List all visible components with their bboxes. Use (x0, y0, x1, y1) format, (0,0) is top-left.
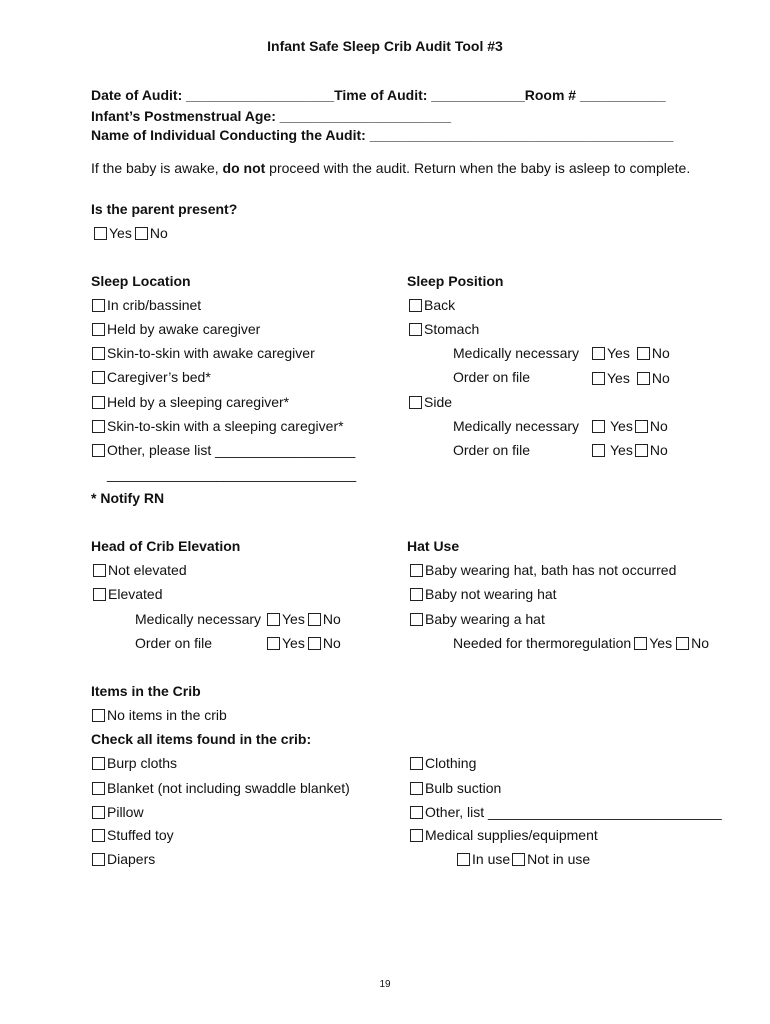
elevated-checkbox[interactable] (93, 588, 106, 601)
crib-item-checkbox[interactable] (410, 806, 423, 819)
sleep-location-checkbox[interactable] (92, 444, 105, 457)
no-items-option (92, 707, 227, 724)
parent-options (94, 225, 168, 242)
not-in-use-checkbox[interactable] (512, 853, 525, 866)
elevation-order-yes-checkbox[interactable] (267, 637, 280, 650)
not-elevated-label: Not elevated (108, 562, 187, 578)
date-label: Date of Audit: (91, 87, 183, 103)
stomach-order-options (592, 370, 670, 387)
not-elevated-option (93, 562, 187, 579)
crib-item-option (92, 851, 155, 868)
stomach-med-no-checkbox[interactable] (637, 347, 650, 360)
no-label: No (322, 611, 341, 627)
elevation-med-yes-checkbox[interactable] (267, 613, 280, 626)
sleep-location-label: Held by a sleeping caregiver* (107, 394, 290, 410)
yes-label: Yes (610, 418, 633, 434)
no-items-label: No items in the crib (107, 707, 227, 723)
date-field[interactable]: ___________________ (186, 87, 335, 103)
parent-no-label: No (149, 225, 168, 241)
crib-item-option (92, 804, 144, 821)
stomach-order-label: Order on file (453, 369, 531, 385)
elevation-medically-necessary-options (267, 611, 341, 628)
position-back-option (409, 297, 455, 314)
elevation-order-no-checkbox[interactable] (308, 637, 321, 650)
crib-item-checkbox[interactable] (92, 806, 105, 819)
side-med-yes-checkbox[interactable] (592, 420, 605, 433)
sleep-location-checkbox[interactable] (92, 323, 105, 336)
no-label: No (691, 635, 709, 651)
sleep-location-label: Held by awake caregiver (107, 321, 261, 337)
sleep-location-label: In crib/bassinet (107, 297, 202, 313)
side-order-options (592, 442, 668, 459)
position-stomach-option (409, 321, 479, 338)
stomach-med-yes-checkbox[interactable] (592, 347, 605, 360)
position-side-option (409, 394, 452, 411)
hat-checkbox[interactable] (410, 613, 423, 626)
sleep-location-label: Skin-to-skin with awake caregiver (107, 345, 315, 361)
crib-item-option (92, 755, 177, 772)
side-medically-necessary-label: Medically necessary (453, 418, 580, 434)
auditor-label: Name of Individual Conducting the Audit: (91, 127, 366, 143)
stomach-label: Stomach (424, 321, 480, 337)
age-label: Infant’s Postmenstrual Age: (91, 108, 276, 124)
sleep-location-label: Other, please list __________________ (107, 442, 356, 458)
no-label: No (651, 370, 670, 386)
crib-item-checkbox[interactable] (92, 757, 105, 770)
date-time-room-line (91, 87, 666, 104)
head-elevation-heading: Head of Crib Elevation (91, 538, 241, 554)
not-elevated-checkbox[interactable] (93, 564, 106, 577)
hat-label: Baby wearing a hat (425, 611, 545, 627)
other-location-line[interactable]: ________________________________ (107, 466, 357, 482)
instruction-before: If the baby is awake, (91, 160, 223, 176)
elevation-med-no-checkbox[interactable] (308, 613, 321, 626)
age-field[interactable]: ______________________ (279, 108, 452, 124)
room-label: Room # (524, 87, 577, 103)
back-checkbox[interactable] (409, 299, 422, 312)
stomach-medically-necessary-options (592, 345, 670, 362)
elevation-order-label: Order on file (135, 635, 213, 651)
no-label: No (649, 442, 668, 458)
hat-option (410, 611, 545, 628)
sleep-location-option (92, 418, 344, 435)
instruction-after: proceed with the audit. Return when the baby is asleep to complete. (265, 160, 691, 176)
time-label: Time of Audit: (334, 87, 428, 103)
crib-item-label: Blanket (not including swaddle blanket) (107, 780, 350, 796)
crib-item-checkbox[interactable] (92, 853, 105, 866)
page-number: 19 (379, 979, 391, 990)
crib-item-label: Bulb suction (425, 780, 502, 796)
no-label: No (649, 418, 668, 434)
crib-item-option (410, 827, 598, 844)
yes-label: Yes (282, 611, 305, 627)
hat-checkbox[interactable] (410, 564, 423, 577)
sleep-location-checkbox[interactable] (92, 396, 105, 409)
no-label: No (322, 635, 341, 651)
sleep-location-option (92, 345, 315, 362)
sleep-location-checkbox[interactable] (92, 299, 105, 312)
items-in-crib-heading: Items in the Crib (91, 683, 201, 699)
age-line (91, 108, 451, 125)
sleep-location-option (92, 297, 201, 314)
crib-item-checkbox[interactable] (92, 782, 105, 795)
hat-option (410, 562, 676, 579)
hat-checkbox[interactable] (410, 588, 423, 601)
hat-option (410, 586, 557, 603)
parent-question: Is the parent present? (91, 201, 238, 217)
parent-yes-label: Yes (109, 225, 132, 241)
sleep-location-option (92, 369, 211, 386)
sleep-location-option (92, 321, 260, 338)
crib-item-label: Diapers (107, 851, 156, 867)
side-order-label: Order on file (453, 442, 531, 458)
crib-item-option (410, 804, 722, 821)
instruction-text (91, 160, 690, 177)
hat-use-heading: Hat Use (407, 538, 460, 554)
side-order-yes-checkbox[interactable] (592, 444, 605, 457)
crib-item-option (92, 827, 174, 844)
elevated-label: Elevated (108, 586, 163, 602)
yes-label: Yes (649, 635, 673, 651)
elevated-option (93, 586, 162, 603)
sleep-position-heading: Sleep Position (407, 273, 504, 289)
crib-item-option (410, 780, 501, 797)
side-medically-necessary-options (592, 418, 668, 435)
crib-item-checkbox[interactable] (410, 757, 423, 770)
sleep-location-option (92, 394, 289, 411)
time-field[interactable]: ____________ (431, 87, 525, 103)
yes-label: Yes (607, 345, 630, 361)
crib-item-option (410, 755, 476, 772)
crib-item-label: Pillow (107, 804, 144, 820)
parent-no-checkbox[interactable] (135, 227, 148, 240)
thermo-no-checkbox[interactable] (676, 637, 689, 650)
sleep-location-checkbox[interactable] (92, 420, 105, 433)
crib-item-option (92, 780, 350, 797)
not-in-use-label: Not in use (527, 851, 591, 867)
thermo-yes-checkbox[interactable] (634, 637, 647, 650)
side-checkbox[interactable] (409, 396, 422, 409)
side-label: Side (424, 394, 453, 410)
thermoregulation-row (453, 635, 709, 652)
sleep-location-option (92, 442, 355, 459)
instruction-emphasis: do not (222, 160, 266, 176)
sleep-location-checkbox[interactable] (92, 347, 105, 360)
crib-item-checkbox[interactable] (410, 782, 423, 795)
sleep-location-label: Skin-to-skin with a sleeping caregiver* (107, 418, 344, 434)
back-label: Back (424, 297, 456, 313)
sleep-location-heading: Sleep Location (91, 273, 191, 289)
check-all-instruction: Check all items found in the crib: (91, 731, 312, 747)
elevation-order-options (267, 635, 341, 652)
auditor-line (91, 127, 673, 144)
crib-item-checkbox[interactable] (92, 829, 105, 842)
yes-label: Yes (282, 635, 305, 651)
stomach-order-no-checkbox[interactable] (637, 372, 650, 385)
stomach-order-yes-checkbox[interactable] (592, 372, 605, 385)
sleep-location-checkbox[interactable] (92, 371, 105, 384)
supplies-use-options (457, 851, 590, 868)
stomach-medically-necessary-label: Medically necessary (453, 345, 580, 361)
crib-item-label: Medical supplies/equipment (425, 827, 598, 843)
thermoregulation-label: Needed for thermoregulation (453, 635, 632, 651)
elevation-medically-necessary-label: Medically necessary (135, 611, 262, 627)
stomach-checkbox[interactable] (409, 323, 422, 336)
crib-item-label: Other, list ______________________________ (425, 804, 722, 820)
notify-rn-note: * Notify RN (91, 490, 165, 506)
hat-label: Baby not wearing hat (425, 586, 557, 602)
auditor-field[interactable]: _______________________________________ (369, 127, 674, 143)
parent-yes-checkbox[interactable] (94, 227, 107, 240)
crib-item-checkbox[interactable] (410, 829, 423, 842)
crib-item-label: Burp cloths (107, 755, 178, 771)
yes-label: Yes (607, 370, 630, 386)
yes-label: Yes (610, 442, 633, 458)
document-title: Infant Safe Sleep Crib Audit Tool #3 (267, 38, 503, 54)
crib-item-label: Clothing (425, 755, 477, 771)
in-use-label: In use (472, 851, 511, 867)
in-use-checkbox[interactable] (457, 853, 470, 866)
side-order-no-checkbox[interactable] (635, 444, 648, 457)
room-field[interactable]: ___________ (579, 87, 666, 103)
no-items-checkbox[interactable] (92, 709, 105, 722)
side-med-no-checkbox[interactable] (635, 420, 648, 433)
crib-item-label: Stuffed toy (107, 827, 174, 843)
no-label: No (651, 345, 670, 361)
sleep-location-label: Caregiver’s bed* (107, 369, 211, 385)
hat-label: Baby wearing hat, bath has not occurred (425, 562, 677, 578)
